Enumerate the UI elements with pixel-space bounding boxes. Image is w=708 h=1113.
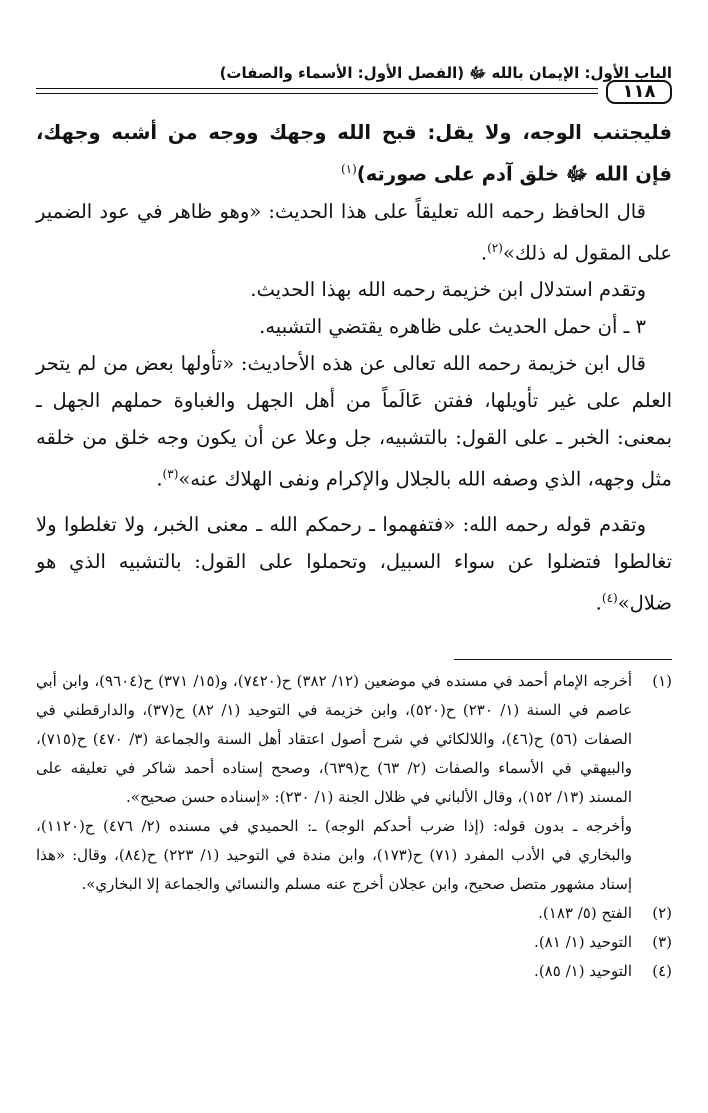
paragraph-point-3: ٣ ـ أن حمل الحديث على ظاهره يقتضي التشبيه. <box>259 315 646 338</box>
footnote-3 <box>36 928 672 957</box>
footnote-ref-1: (١) <box>340 162 357 176</box>
footnote-text: التوحيد (١/ ٨٥). <box>534 962 632 980</box>
hadith-text: فليجتنب الوجه، ولا يقل: قبح الله وجهك ووجه من أشبه وجهك، فإن الله ﷻ خلق آدم على صورته) <box>36 121 672 186</box>
footnote-1 <box>36 667 672 899</box>
footnote-4 <box>36 957 672 986</box>
paragraph-hadith <box>36 114 672 193</box>
footnote-ref-2: (٢) <box>487 240 503 255</box>
ibn-khuzayma-text: قال ابن خزيمة رحمه الله تعالى عن هذه الأحاديث: «تأولها بعض من لم يتحر العلم على غير تأويلها، ففتن عَالَماً من أهل الجهل والغباوة حملهم الجهل ـ بمعنى: الخبر ـ على القول: بالتشبيه، جل وعلا عن أن يكون وجه خلق من خلقه مثل وجهه، الذي وصفه الله بالجلال والإكرام ونفى الهلاك عنه» <box>36 352 672 491</box>
header-rule-bottom <box>36 93 598 94</box>
main-text <box>36 114 672 621</box>
conclusion-text: وتقدم قوله رحمه الله: «فتفهموا ـ رحمكم الله ـ معنى الخبر، ولا تغلطوا ولا تغالطوا فتضلوا عن سواء السبيل، وتحملوا على القول: بالتشبيه الذي هو ضلال» <box>36 512 672 614</box>
footnote-text: الفتح (٥/ ١٨٣). <box>538 904 632 922</box>
paragraph-hafiz: قال الحافظ رحمه الله تعليقاً على هذا الحديث: «وهو ظاهر في عود الضمير على المقول له ذلك»$^{(٢)}$. <box>36 199 672 264</box>
footnote-text: التوحيد (١/ ٨١). <box>534 933 632 951</box>
footnotes <box>36 667 672 986</box>
hafiz-text: قال الحافظ رحمه الله تعليقاً على هذا الحديث: «وهو ظاهر في عود الضمير على المقول له ذلك» <box>36 199 672 264</box>
footnote-text: أخرجه الإمام أحمد في مسنده في موضعين (١٢/ ٣٨٢) ح(٧٤٢٠)، و(١٥/ ٣٧١) ح(٩٦٠٤)، وابن أبي عاصم في السنة (١/ ٢٣٠) ح(٥٢٠)، وابن خزيمة في التوحيد (١/ ٨٢) ح(٣٧)، والدارقطني في الصفات (٥٦) ح(٤٦)، واللالكائي في شرح أصول اعتقاد أهل السنة والجماعة (٣/ ٤٧٠) ح(٧١٥)، والبيهقي في الأسماء والصفات (٢/ ٦٣) ح(٦٣٩)، وصحح إسناده أحمد شاكر في تعليقه على المسند (١٣/ ١٥٢)، وقال الألباني في ظلال الجنة (١/ ٢٣٠): «إسناده حسن صحيح». <box>36 672 633 806</box>
header-rule-row <box>36 80 672 104</box>
paragraph-ibn-khuzayma-ref: وتقدم استدلال ابن خزيمة رحمه الله بهذا الحديث. <box>250 278 646 301</box>
footnote-ref-4: (٤) <box>601 590 618 605</box>
paragraph-ibn-khuzayma-quote: قال ابن خزيمة رحمه الله تعالى عن هذه الأحاديث: «تأولها بعض من لم يتحر العلم على غير تأويلها، ففتن عَالَماً من أهل الجهل والغباوة حملهم الجهل ـ بمعنى: الخبر ـ على القول: بالتشبيه، جل وعلا عن أن يكون وجه خلق من خلقه مثل وجهه، الذي وصفه الله بالجلال والإكرام ونفى الهلاك عنه»$^{(٣)}$. <box>36 352 672 491</box>
footnote-number: (١) <box>652 672 672 690</box>
page-number: ١١٨ <box>606 80 672 104</box>
footnote-body <box>36 667 632 899</box>
paragraph-conclusion: وتقدم قوله رحمه الله: «فتفهموا ـ رحمكم الله ـ معنى الخبر، ولا تغلطوا ولا تغالطوا فتضلوا عن سواء السبيل، وتحملوا على القول: بالتشبيه الذي هو ضلال»$^{(٤)}$. <box>36 512 672 614</box>
header-rule-top <box>36 88 598 89</box>
footnote-number: (٤) <box>652 962 672 980</box>
running-header: الباب الأول: الإيمان بالله ﷻ (الفصل الأول: الأسماء والصفات) <box>219 64 672 82</box>
footnote-text-continued: وأخرجه ـ بدون قوله: (إذا ضرب أحدكم الوجه) ـ: الحميدي في مسنده (٢/ ٤٧٦) ح(١١٢٠)، والبخاري في الأدب المفرد (٧١) ح(١٧٣)، وابن مندة في التوحيد (١/ ٢٢٣) ح(٨٤)، وقال: «هذا إسناد مشهور متصل صحيح، وابن عجلان أخرج عنه مسلم والنسائي والجماعة إلا البخاري». <box>36 817 632 893</box>
footnote-separator <box>454 659 672 660</box>
footnote-ref-3: (٣) <box>162 467 179 481</box>
footnote-number: (٢) <box>652 904 672 922</box>
footnote-2 <box>36 899 672 928</box>
footnote-number: (٣) <box>652 933 672 951</box>
